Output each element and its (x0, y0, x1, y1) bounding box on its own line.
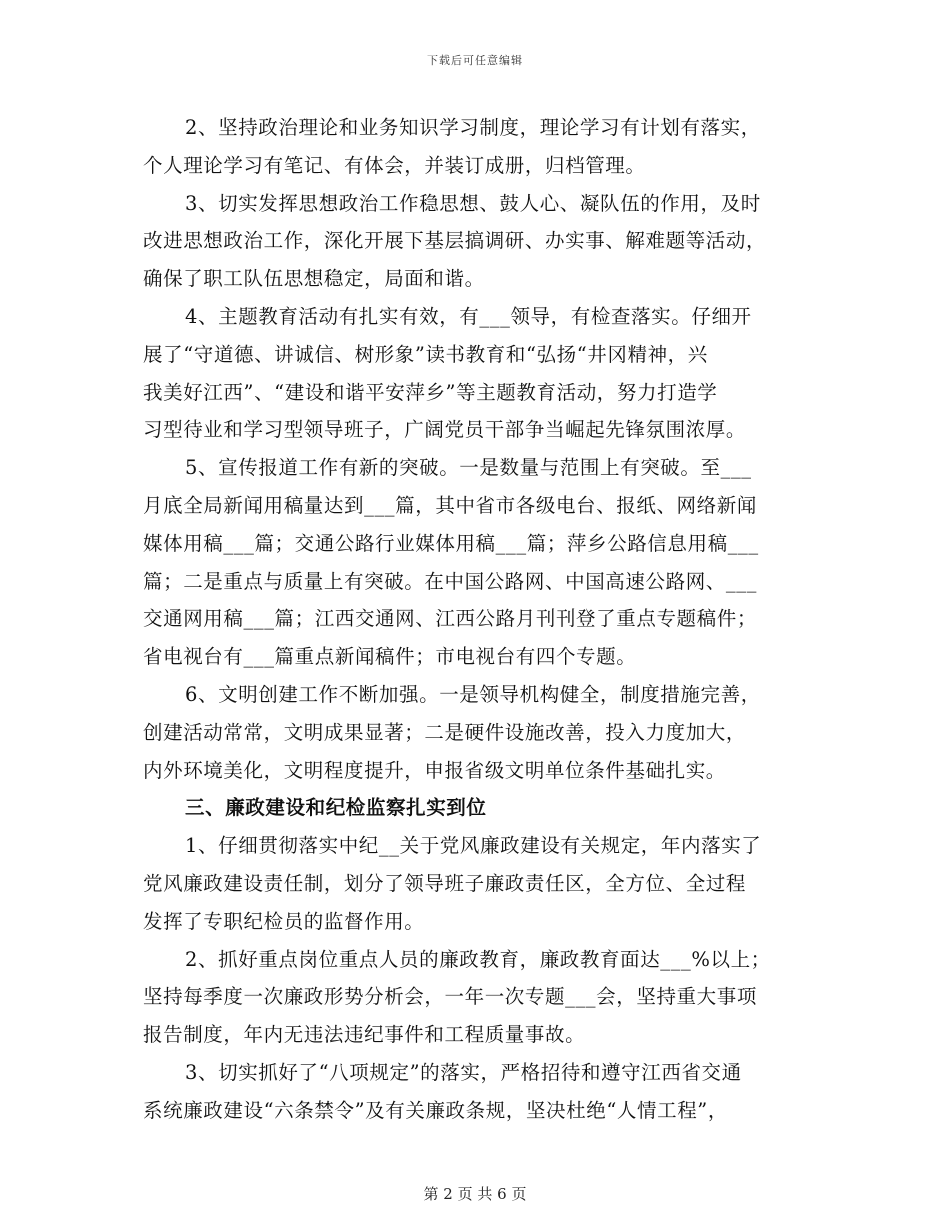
paragraph-line: 6、文明创建工作不断加强。一是领导机构健全，制度措施完善， (185, 682, 761, 706)
page-header: 下载后可任意编辑 (427, 54, 523, 67)
section-heading: 三、廉政建设和纪检监察扎实到位 (185, 796, 487, 820)
paragraph-line: 4、主题教育活动有扎实有效，有___领导，有检查落实。仔细开 (185, 304, 752, 328)
paragraph-line: 展了“守道德、讲诚信、树形象”读书教育和“弘扬“井冈精神，兴 (143, 342, 708, 366)
paragraph-line: 党风廉政建设责任制，划分了领导班子廉政责任区，全方位、全过程 (143, 871, 747, 895)
paragraph-line: 改进思想政治工作，深化开展下基层搞调研、办实事、解难题等活动， (143, 229, 767, 253)
paragraph-line: 2、坚持政治理论和业务知识学习制度，理论学习有计划有落实， (185, 116, 761, 139)
paragraph-line: 3、切实抓好了“八项规定”的落实，严格招待和遵守江西省交通 (185, 1060, 742, 1084)
paragraph-line: 1、仔细贯彻落实中纪__关于党风廉政建设有关规定，年内落实了 (185, 834, 762, 858)
paragraph-line: 内外环境美化，文明程度提升，申报省级文明单位条件基础扎实。 (143, 758, 726, 782)
paragraph-line: 交通网用稿___篇；江西交通网、江西公路月刊刊登了重点专题稿件； (143, 607, 757, 631)
page-footer: 第 2 页 共 6 页 (423, 1185, 527, 1203)
paragraph-line: 篇；二是重点与质量上有突破。在中国公路网、中国高速公路网、___ (143, 569, 757, 593)
paragraph-line: 5、宣传报道工作有新的突破。一是数量与范围上有突破。至___ (185, 456, 752, 480)
paragraph-line: 习型待业和学习型领导班子，广阔党员干部争当崛起先锋氛围浓厚。 (143, 418, 747, 442)
paragraph-line: 确保了职工队伍思想稳定，局面和谐。 (143, 267, 485, 291)
paragraph-line: 我美好江西”、“建设和谐平安萍乡”等主题教育活动，努力打造学 (143, 380, 718, 404)
paragraph-line: 媒体用稿___篇；交通公路行业媒体用稿___篇；萍乡公路信息用稿___ (143, 531, 759, 555)
paragraph-line: 3、切实发挥思想政治工作稳思想、鼓人心、凝队伍的作用，及时 (185, 191, 761, 215)
paragraph-line: 省电视台有___篇重点新闻稿件；市电视台有四个专题。 (143, 645, 637, 669)
paragraph-line: 个人理论学习有笔记、有体会，并装订成册，归档管理。 (143, 153, 646, 177)
paragraph-line: 创建活动常常，文明成果显著；二是硬件设施改善，投入力度加大， (143, 720, 747, 744)
paragraph-line: 坚持每季度一次廉政形势分析会，一年一次专题___会，坚持重大事项 (143, 985, 757, 1009)
paragraph-line: 报告制度，年内无违法违纪事件和工程质量事故。 (143, 1023, 586, 1047)
paragraph-line: 系统廉政建设“六条禁令”及有关廉政条规，坚决杜绝“人情工程”， (143, 1098, 728, 1122)
paragraph-line: 月底全局新闻用稿量达到___篇，其中省市各级电台、报纸、网络新闻 (143, 493, 757, 517)
paragraph-line: 发挥了专职纪检员的监督作用。 (143, 909, 425, 933)
document-body (143, 109, 815, 1130)
paragraph-line: 2、抓好重点岗位重点人员的廉政教育，廉政教育面达___%以上； (185, 947, 771, 971)
